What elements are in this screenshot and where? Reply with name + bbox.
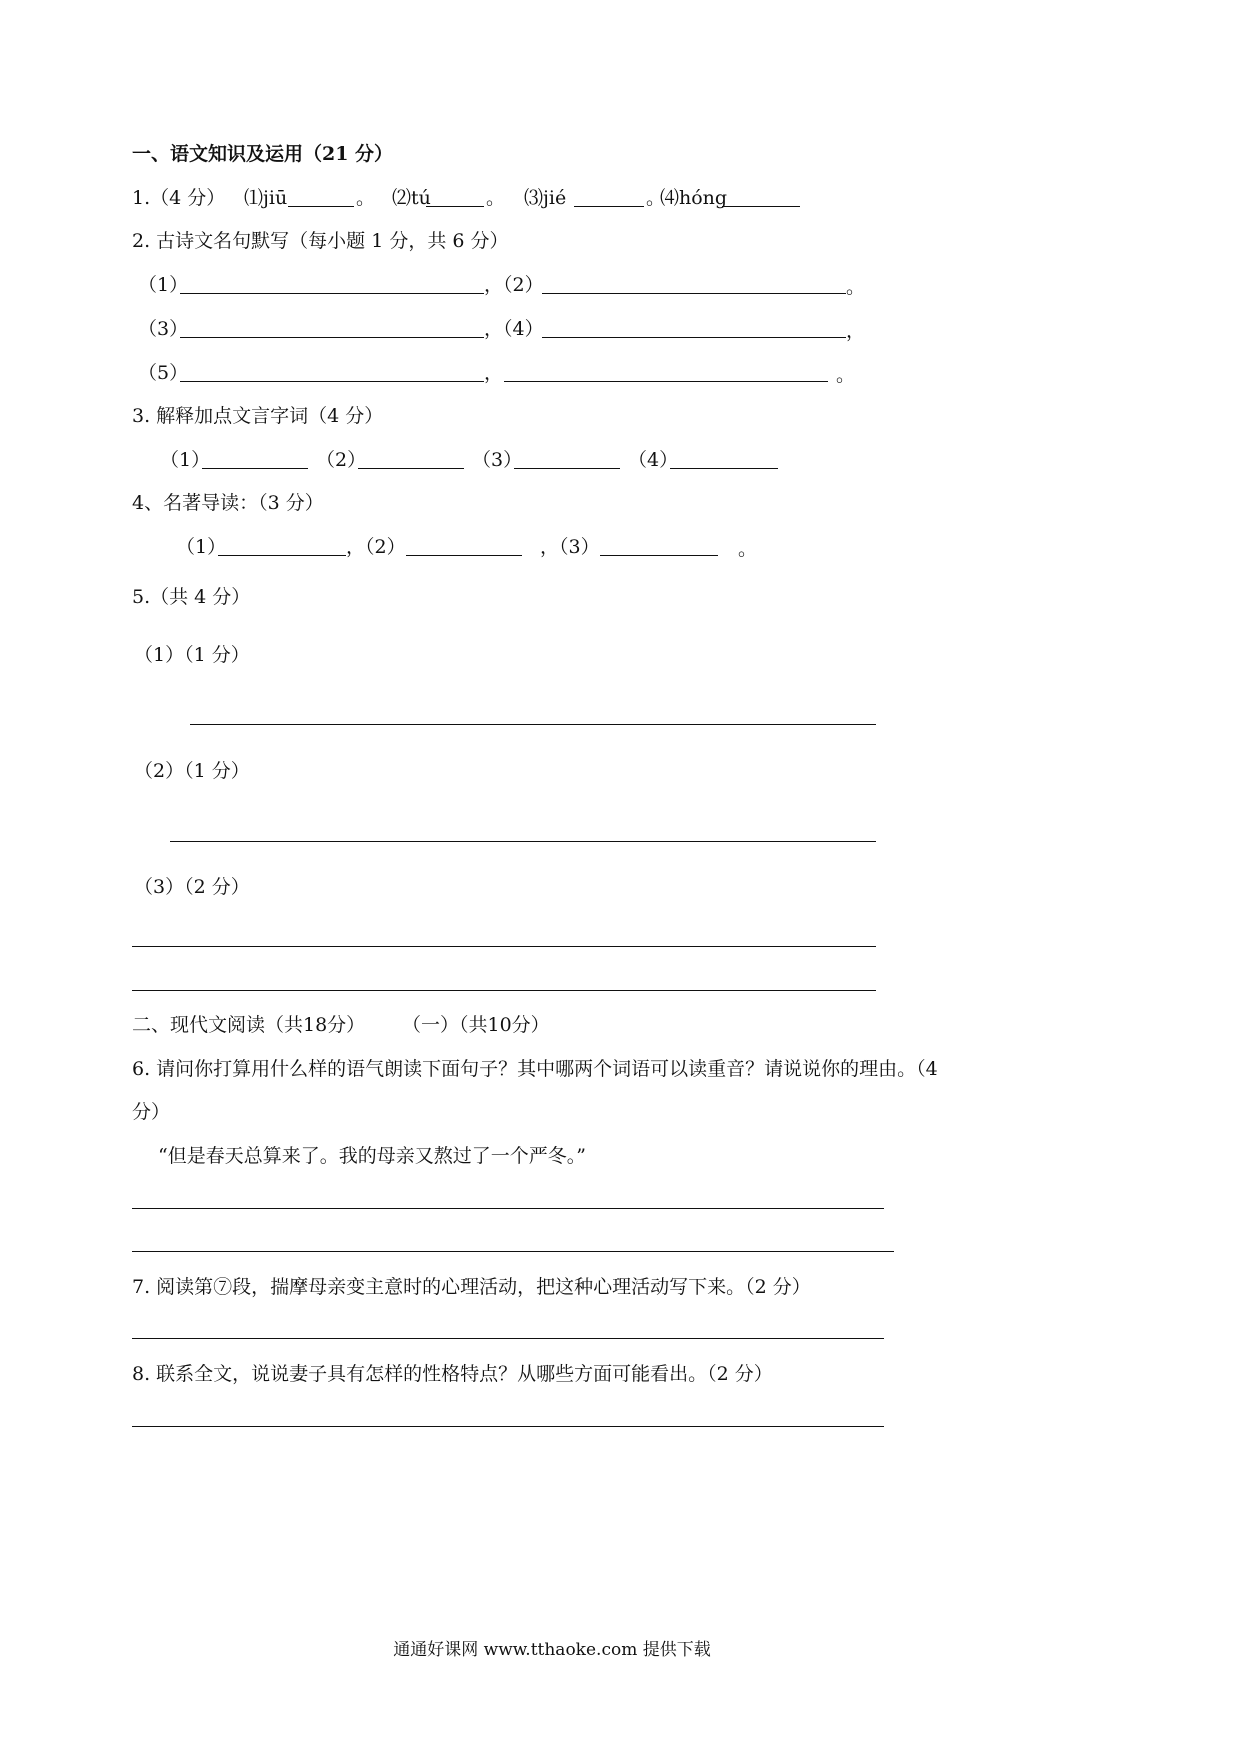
q7-answer-line[interactable]: [132, 1338, 884, 1339]
q5-label: 5.（共 4 分）: [132, 586, 251, 608]
q2-answer-line-2[interactable]: [542, 293, 846, 294]
q1-item3: ⑶jié: [524, 187, 567, 209]
q4-blank3-label: ，（3）: [540, 536, 600, 558]
q3-answer-line-4[interactable]: [670, 468, 778, 469]
q5-sub1-label: （1）（1 分）: [134, 644, 250, 666]
q1-label: 1.（4 分）: [132, 187, 226, 209]
q2-answer-line-5[interactable]: [180, 381, 484, 382]
q8-label: 8. 联系全文，说说妻子具有怎样的性格特点？从哪些方面可能看出。（2 分）: [132, 1363, 773, 1385]
q3-blank4-label: （4）: [628, 449, 679, 471]
q1-period-2: 。: [486, 187, 506, 209]
q2-period-1: 。: [846, 276, 866, 298]
page-footer: 通通好课网 www.tthaoke.com 提供下载: [393, 1640, 711, 1660]
q6-label-line1: 6. 请问你打算用什么样的语气朗读下面句子？其中哪两个词语可以读重音？请说说你的理由。（4: [132, 1058, 938, 1080]
q4-blank2-label: ，（2）: [346, 536, 406, 558]
q2-answer-line-4[interactable]: [542, 337, 846, 338]
section2-subtitle: （一）（共10分）: [402, 1014, 550, 1036]
q3-answer-line-3[interactable]: [514, 468, 620, 469]
q4-blank1-label: （1）: [176, 536, 227, 558]
q5-sub2-answer-line[interactable]: [170, 841, 876, 842]
q8-answer-line[interactable]: [132, 1426, 884, 1427]
q1-period-3: 。: [646, 187, 666, 209]
q1-answer-line-1[interactable]: [288, 206, 354, 207]
q5-sub3-label: （3）（2 分）: [134, 876, 250, 898]
q1-item4: ⑷hóng: [660, 187, 728, 209]
section2-title: 二、现代文阅读（共18分）: [132, 1014, 366, 1036]
q2-answer-line-6[interactable]: [504, 381, 828, 382]
q1-item1: ⑴jiū: [244, 187, 288, 209]
q4-label: 4、名著导读：（3 分）: [132, 492, 324, 514]
q1-answer-line-3[interactable]: [574, 206, 644, 207]
q3-blank2-label: （2）: [316, 449, 367, 471]
q2-label: 2. 古诗文名句默写（每小题 1 分，共 6 分）: [132, 230, 509, 252]
q4-period: 。: [738, 538, 758, 560]
q2-comma-2: ，: [484, 362, 504, 384]
q2-answer-line-3[interactable]: [180, 337, 484, 338]
q5-sub3-answer-line-2[interactable]: [132, 990, 876, 991]
q3-label: 3. 解释加点文言字词（4 分）: [132, 405, 384, 427]
q1-item2: ⑵tú: [392, 187, 431, 209]
q4-answer-line-2[interactable]: [406, 555, 522, 556]
q4-answer-line-3[interactable]: [600, 555, 718, 556]
q2-blank5-label: （5）: [138, 362, 189, 384]
q3-answer-line-1[interactable]: [202, 468, 308, 469]
q6-answer-line-1[interactable]: [132, 1208, 884, 1209]
q1-answer-line-2[interactable]: [426, 206, 484, 207]
section1-title: 一、语文知识及运用（21 分）: [132, 143, 394, 165]
q6-quote: “但是春天总算来了。我的母亲又熬过了一个严冬。”: [158, 1145, 586, 1167]
q2-blank4-label: ，（4）: [484, 318, 544, 340]
q1-answer-line-4[interactable]: [722, 206, 800, 207]
q6-answer-line-2[interactable]: [132, 1251, 894, 1252]
q5-sub2-label: （2）（1 分）: [134, 760, 250, 782]
q7-label: 7. 阅读第⑦段，揣摩母亲变主意时的心理活动，把这种心理活动写下来。（2 分）: [132, 1276, 811, 1298]
q2-blank3-label: （3）: [138, 318, 189, 340]
q3-blank3-label: （3）: [472, 449, 523, 471]
q3-blank1-label: （1）: [160, 449, 211, 471]
q2-answer-line-1[interactable]: [180, 293, 484, 294]
q2-comma: ，: [846, 320, 866, 342]
q4-answer-line-1[interactable]: [218, 555, 346, 556]
q3-answer-line-2[interactable]: [358, 468, 464, 469]
q5-sub3-answer-line-1[interactable]: [132, 946, 876, 947]
q2-blank2-label: ，（2）: [484, 274, 544, 296]
q1-period-1: 。: [356, 187, 376, 209]
q6-label-line2: 分）: [132, 1101, 171, 1123]
q2-blank1-label: （1）: [138, 274, 189, 296]
q2-period-2: 。: [836, 364, 856, 386]
q5-sub1-answer-line[interactable]: [190, 724, 876, 725]
